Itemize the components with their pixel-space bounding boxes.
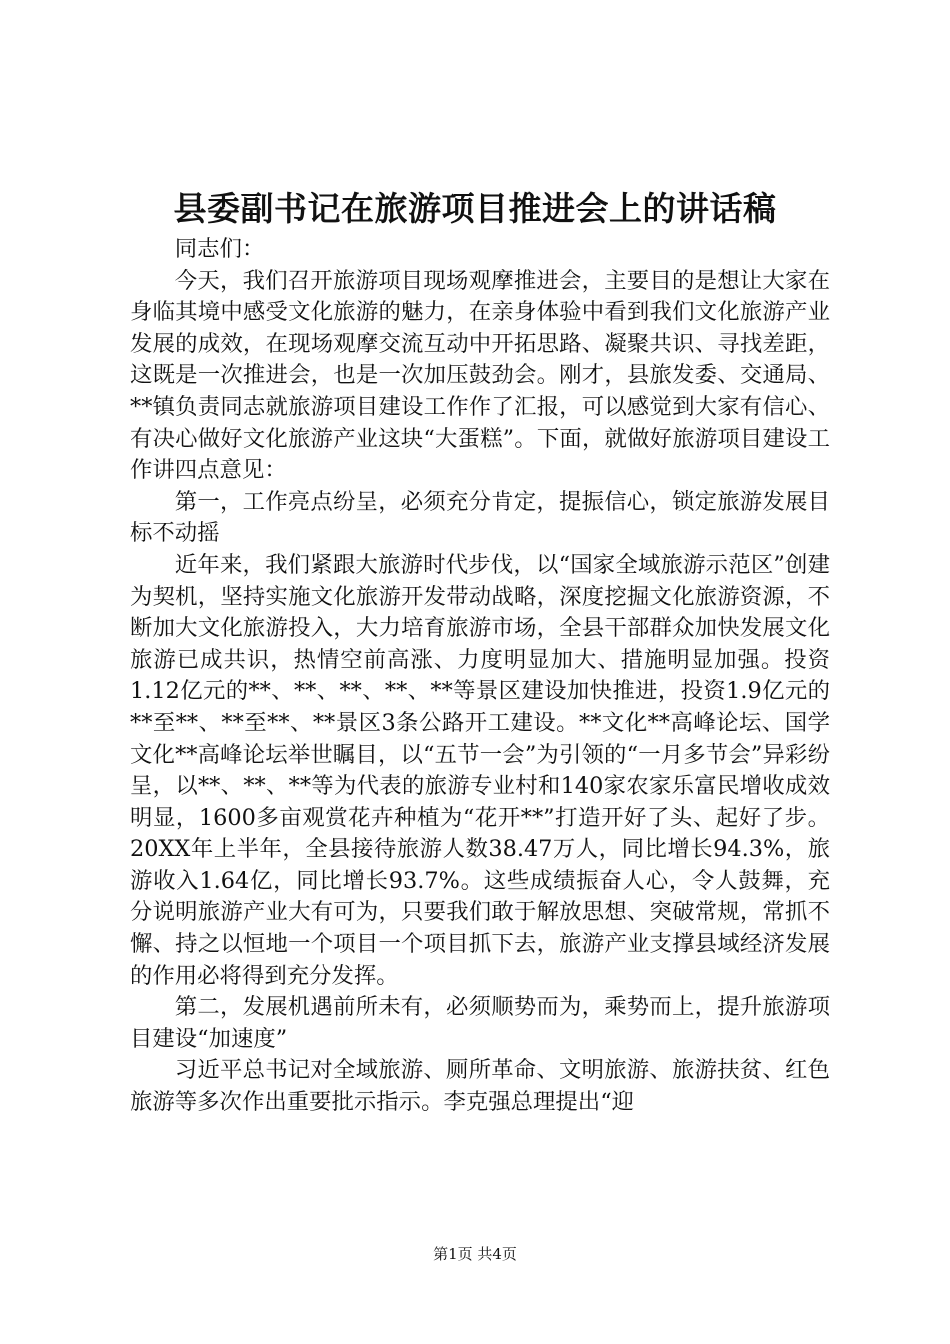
document-body	[130, 234, 830, 1119]
intro-paragraph: 今天，我们召开旅游项目现场观摩推进会，主要目的是想让大家在身临其境中感受文化旅游的魅力，在亲身体验中看到我们文化旅游产业发展的成效，在现场观摩交流互动中开拓思路、凝聚共识、寻找差距，这既是一次推进会，也是一次加压鼓劲会。刚才，县旅发委、交通局、**镇负责同志就旅游项目建设工作作了汇报，可以感觉到大家有信心、有决心做好文化旅游产业这块“大蛋糕”。下面，就做好旅游项目建设工作讲四点意见：	[130, 267, 830, 484]
salutation-paragraph: 同志们：	[174, 236, 265, 262]
section-heading-first: 第一，工作亮点纷呈，必须充分肯定，提振信心，锁定旅游发展目标不动摇	[130, 488, 830, 547]
document-title: 县委副书记在旅游项目推进会上的讲话稿	[173, 189, 777, 228]
section-heading-second: 第二，发展机遇前所未有，必须顺势而为，乘势而上，提升旅游项目建设“加速度”	[130, 994, 830, 1052]
page-number-footer: 第1页 共4页	[433, 1245, 517, 1263]
opportunity-paragraph: 习近平总书记对全域旅游、厕所革命、文明旅游、旅游扶贫、红色旅游等多次作出重要批示指示。李克强总理提出“迎	[130, 1057, 830, 1116]
achievements-paragraph: 近年来，我们紧跟大旅游时代步伐，以“国家全域旅游示范区”创建为契机，坚持实施文化旅游开发带动战略，深度挖掘文化旅游资源，不断加大文化旅游投入，大力培育旅游市场，全县干部群众加快发展文化旅游已成共识，热情空前高涨、力度明显加大、措施明显加强。投资1.12亿元的**、**、**、**、**等景区建设加快推进，投资1.9亿元的**至**、**至**、**景区3条公路开工建设。**文化**高峰论坛、国学文化**高峰论坛举世瞩目，以“五节一会”为引领的“一月多节会”异彩纷呈，以**、**、**等为代表的旅游专业村和140家农家乐富民增收成效明显，1600多亩观赏花卉种植为“花开**”打造开好了头、起好了步。20XX年上半年，全县接待旅游人数38.47万人，同比增长94.3%，旅游收入1.64亿，同比增长93.7%。这些成绩振奋人心，令人鼓舞，充分说明旅游产业大有可为，只要我们敢于解放思想、突破常规，常抓不懈、持之以恒地一个项目一个项目抓下去，旅游产业支撑县域经济发展的作用必将得到充分发挥。	[130, 551, 830, 989]
